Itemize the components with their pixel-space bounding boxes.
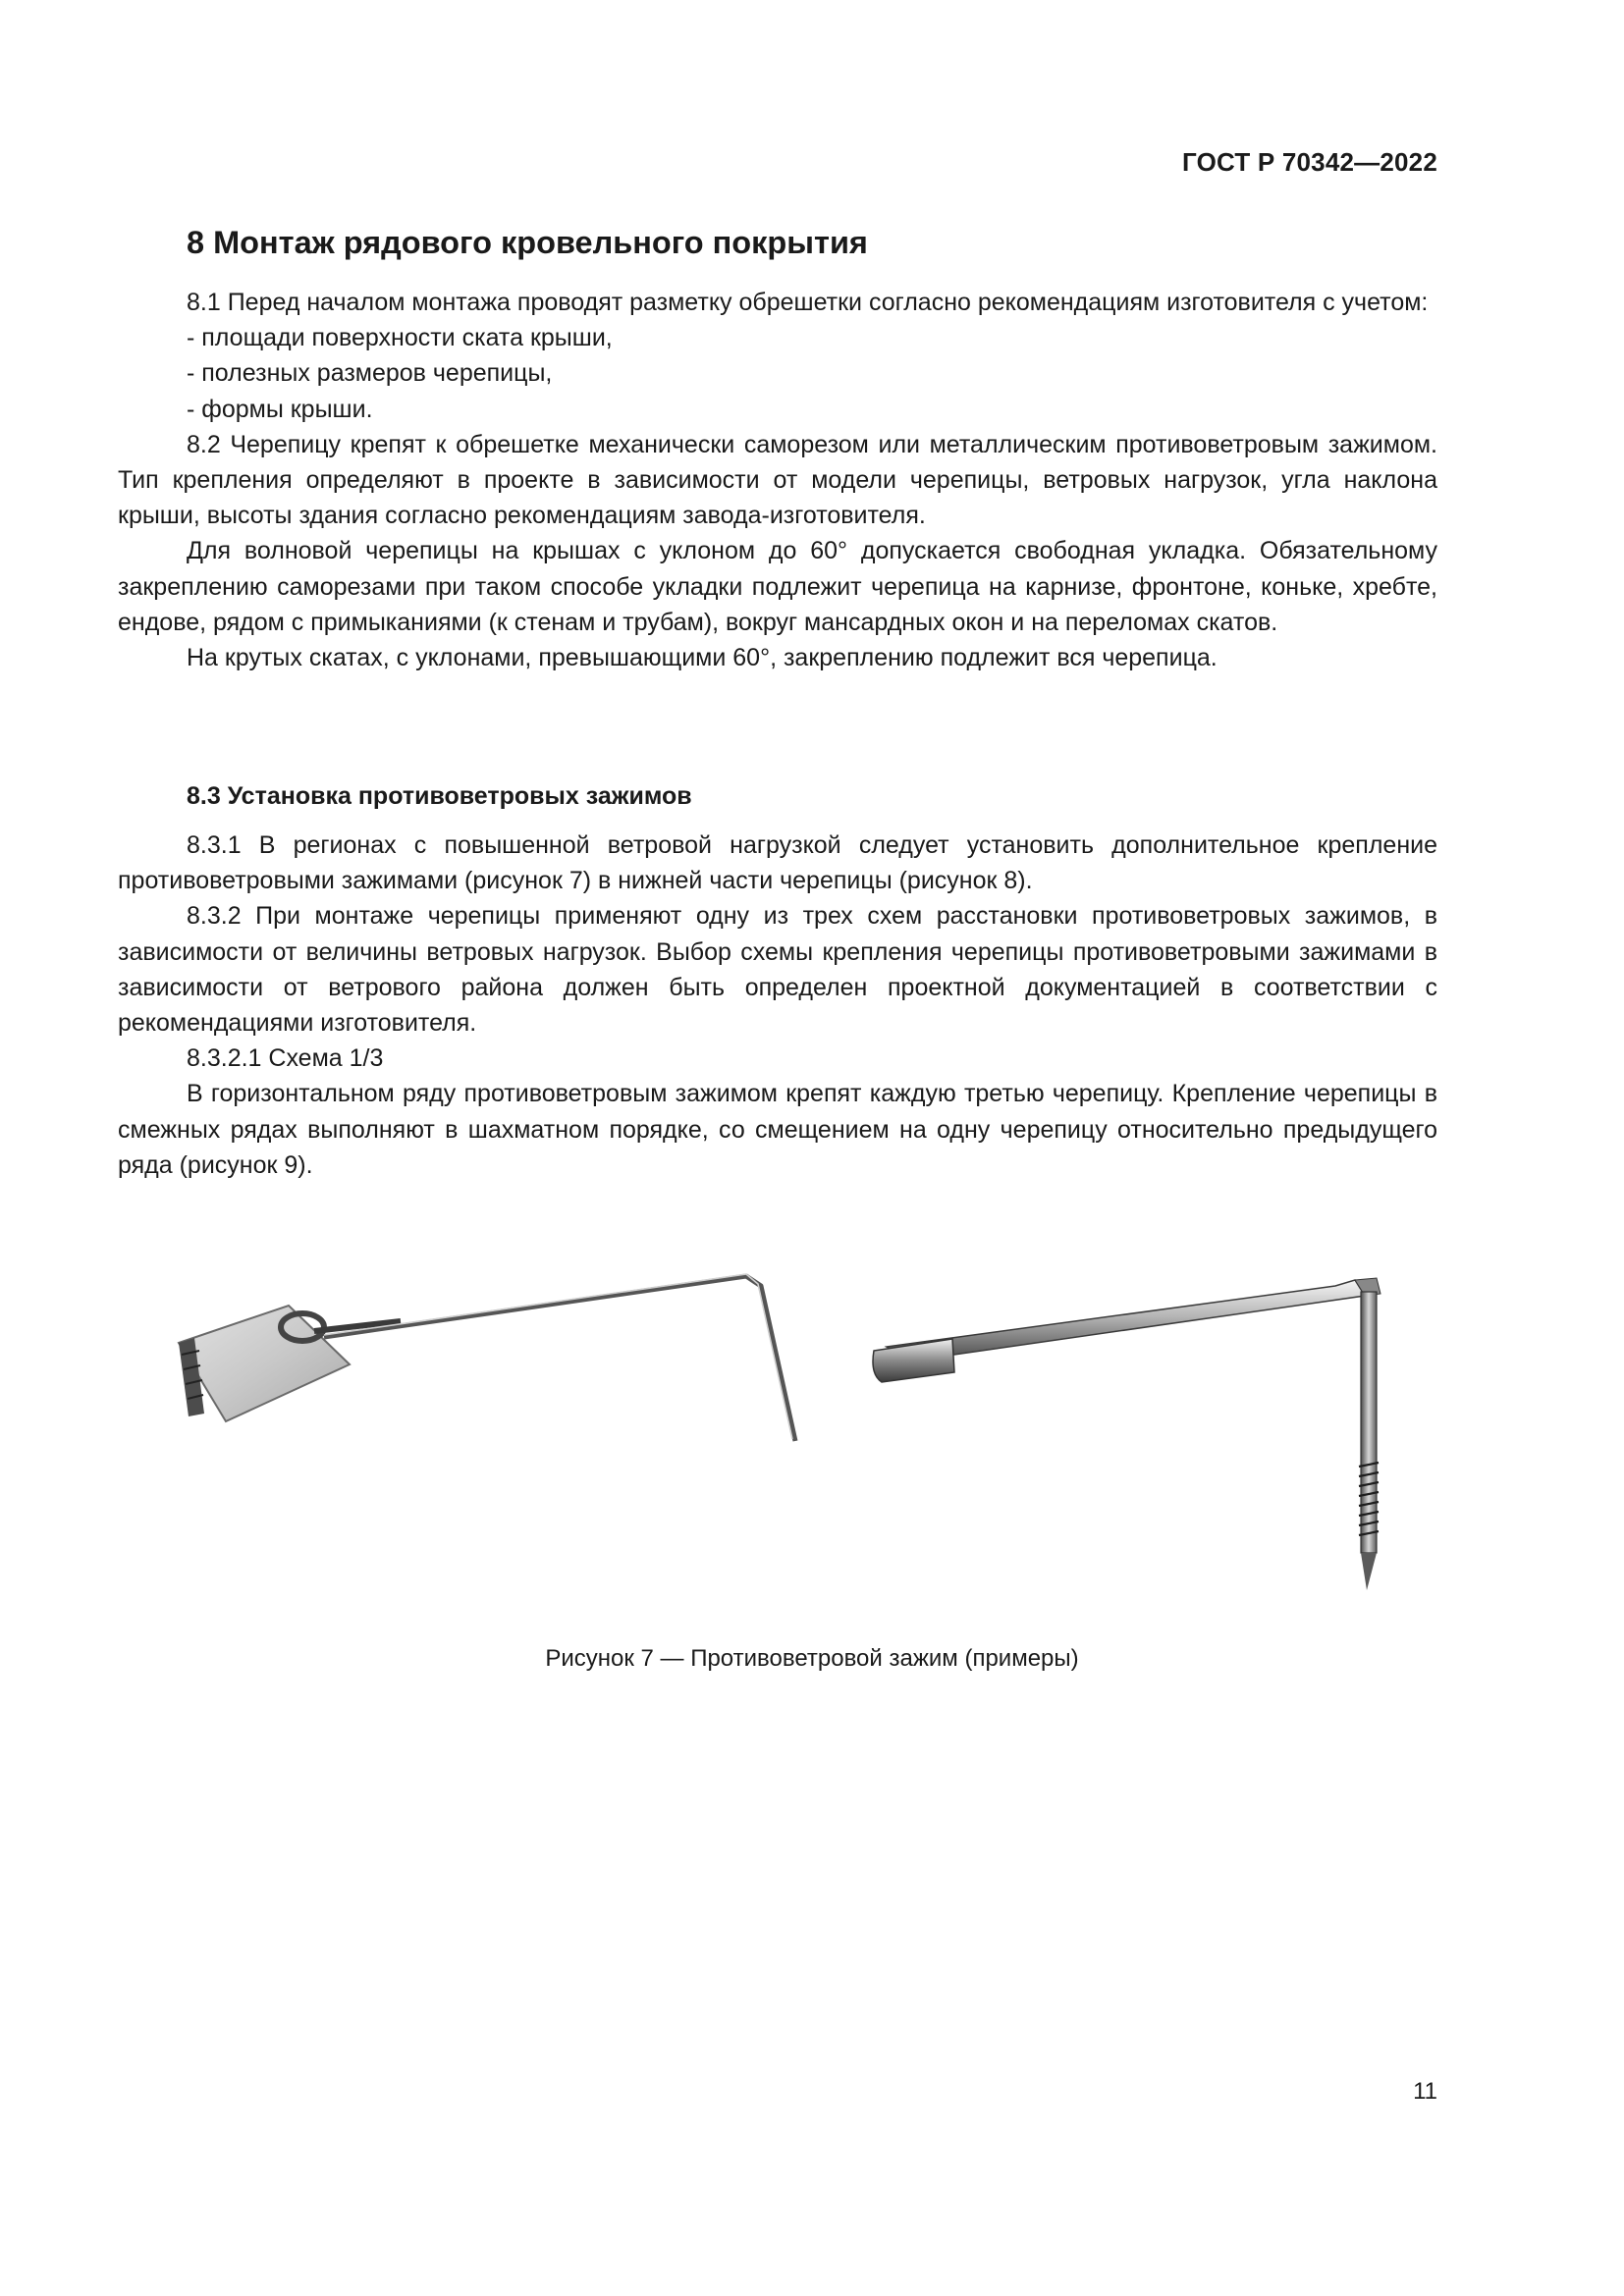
wind-clip-illustration [167, 1266, 1434, 1610]
paragraph-8-3-1: 8.3.1 В регионах с повышенной ветровой нагрузкой следует установить дополнительное крепление противоветровыми зажимами (рисунок 7) в нижней части черепицы (рисунок 8). [118, 831, 1437, 895]
paragraph-scheme-1-3: В горизонтальном ряду противоветровым зажимом крепят каждую третью черепицу. Крепление черепицы в смежных рядах выполняют в шахматном порядке, со смещением на одну черепицу относительно предыдущего ряда (рисунок 9). [118, 1080, 1437, 1179]
section-title: 8 Монтаж рядового кровельного покрытия [187, 225, 868, 260]
body-text-section-8-3 [118, 828, 1437, 1183]
paragraph-steep-slopes: На крутых скатах, с уклонами, превышающими 60°, закреплению подлежит вся черепица. [187, 644, 1218, 672]
figure-caption: Рисунок 7 — Противоветровой зажим (примеры) [545, 1645, 1079, 1672]
page-number: 11 [1413, 2078, 1437, 2105]
list-item: - формы крыши. [187, 395, 373, 423]
body-text-section-8 [118, 285, 1437, 675]
wind-clip-right-icon [873, 1278, 1380, 1590]
paragraph-8-1: 8.1 Перед началом монтажа проводят разметку обрешетки согласно рекомендациям изготовителя с учетом: [187, 289, 1429, 316]
paragraph-8-3-2: 8.3.2 При монтаже черепицы применяют одну из трех схем расстановки противоветровых зажимов, в зависимости от величины ветровых нагрузок. Выбор схемы крепления черепицы противоветровыми зажимами в зависимости от ветрового района должен быть определен проектной документацией в соответствии с рекомендациями изготовителя. [118, 902, 1437, 1038]
wind-clip-left-icon [179, 1274, 795, 1441]
list-item: - площади поверхности ската крыши, [187, 324, 613, 352]
list-item: - полезных размеров черепицы, [187, 359, 553, 388]
document-id: ГОСТ Р 70342—2022 [1182, 147, 1437, 177]
subsection-title: 8.3 Установка противоветровых зажимов [187, 782, 692, 810]
figure-7 [167, 1266, 1434, 1610]
subsection-block [118, 778, 1437, 814]
paragraph-8-3-2-1-title: 8.3.2.1 Схема 1/3 [187, 1044, 384, 1073]
paragraph-8-2: 8.2 Черепицу крепят к обрешетке механически саморезом или металлическим противоветровым зажимом. Тип крепления определяют в проекте в зависимости от модели черепицы, ветровых нагрузок, угла наклона крыши, высоты здания согласно рекомендациям завода-изготовителя. [118, 430, 1437, 530]
paragraph-wave-tile: Для волновой черепицы на крышах с уклоном до 60° допускается свободная укладка. Обязательному закреплению саморезами при таком способе укладки подлежит черепица на карнизе, фронтоне, коньке, хребте, ендове, рядом с примыканиями (к стенам и трубам), вокруг мансардных окон и на переломах скатов. [118, 537, 1437, 636]
